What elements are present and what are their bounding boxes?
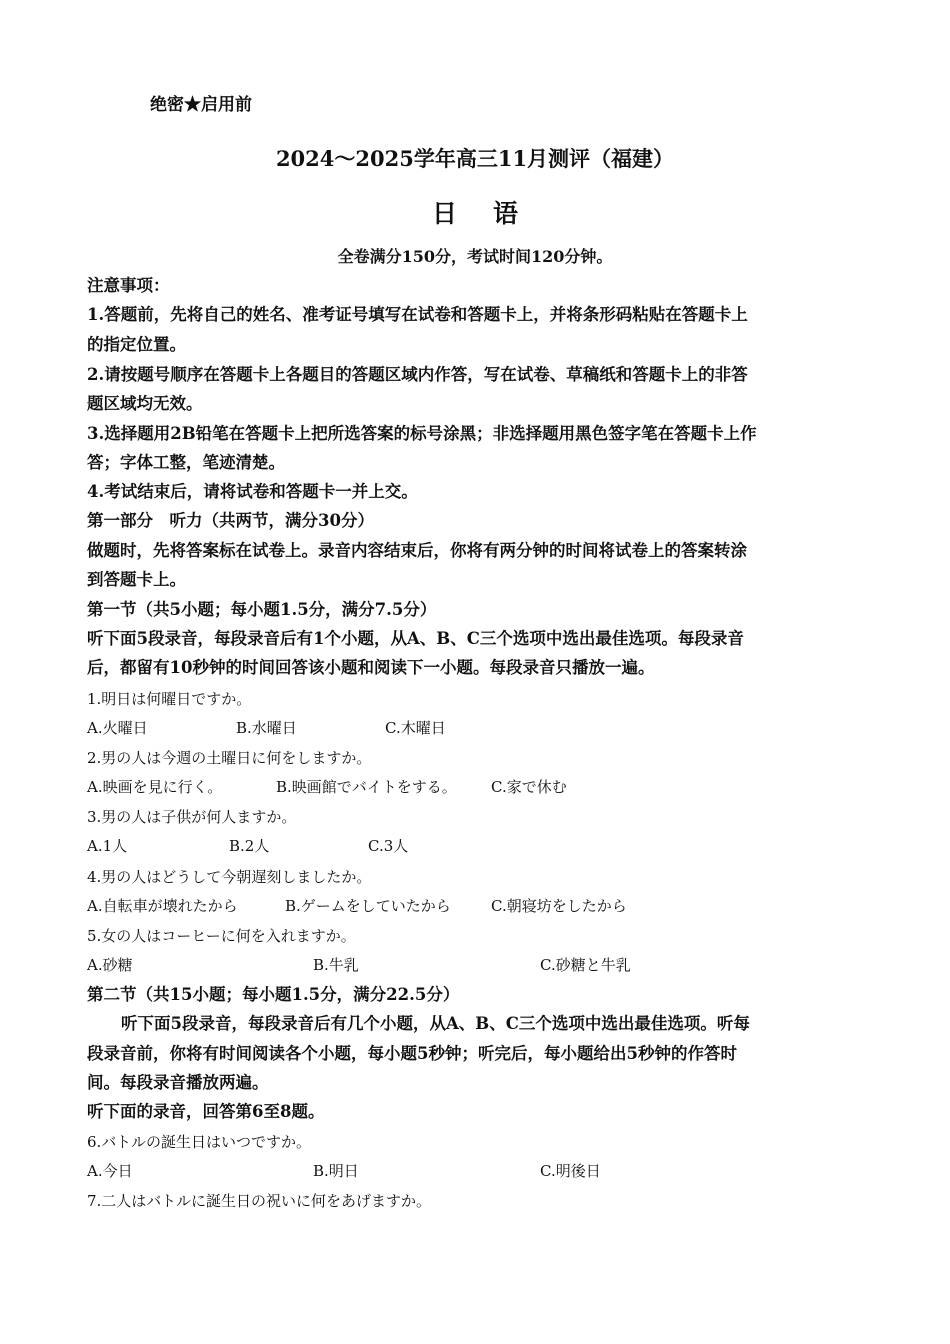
question-4-option-b: B.ゲームをしていたから — [285, 897, 451, 915]
question-6: 6.バトルの誕生日はいつですか。 — [87, 1133, 312, 1151]
question-2-option-c: C.家で休む — [491, 778, 567, 796]
question-2-option-b: B.映画館でバイトをする。 — [276, 778, 457, 796]
section2-intro-line: 段录音前，你将有时间阅读各个小题，每小题5秒钟；听完后，每小题给出5秒钟的作答时 — [87, 1044, 737, 1063]
full-mark-note: 全卷满分150分，考试时间120分钟。 — [337, 247, 613, 266]
question-1-option-b: B.水曜日 — [236, 719, 297, 737]
question-2-option-a: A.映画を見に行く。 — [87, 778, 223, 796]
question-2: 2.男の人は今週の土曜日に何をしますか。 — [87, 749, 372, 767]
section1-heading: 第一节（共5小题；每小题1.5分，满分7.5分） — [87, 600, 437, 619]
question-4: 4.男の人はどうして今朝遅刻しましたか。 — [87, 868, 372, 886]
question-6-option-c: C.明後日 — [540, 1162, 601, 1180]
notes-line: 答；字体工整，笔迹清楚。 — [87, 453, 285, 472]
question-5-option-c: C.砂糖と牛乳 — [540, 956, 631, 974]
section2-intro-line: 间。每段录音播放两遍。 — [87, 1073, 269, 1092]
part1-intro-line: 做题时，先将答案标在试卷上。录音内容结束后，你将有两分钟的时间将试卷上的答案转涂 — [87, 541, 747, 560]
notes-line: 2.请按题号顺序在答题卡上各题目的答题区域内作答，写在试卷、草稿纸和答题卡上的非答 — [87, 365, 748, 384]
question-6-option-b: B.明日 — [313, 1162, 359, 1180]
notes-line: 题区域均无效。 — [87, 394, 203, 413]
question-1-option-c: C.木曜日 — [385, 719, 446, 737]
notes-line: 的指定位置。 — [87, 335, 186, 354]
question-5-option-b: B.牛乳 — [313, 956, 359, 974]
question-3-option-a: A.1人 — [87, 837, 128, 855]
section2-intro-line: 听下面5段录音，每段录音后有几个小题，从A、B、C三个选项中选出最佳选项。听每 — [121, 1014, 750, 1033]
confidential-label: 绝密★启用前 — [150, 95, 252, 115]
question-5-option-a: A.砂糖 — [87, 956, 133, 974]
question-3-option-c: C.3人 — [368, 837, 409, 855]
question-6-option-a: A.今日 — [87, 1162, 133, 1180]
part1-heading: 第一部分 听力（共两节，满分30分） — [87, 511, 374, 530]
section2-sub-heading: 听下面的录音，回答第6至8题。 — [87, 1102, 325, 1121]
section1-intro-line: 后，都留有10秒钟的时间回答该小题和阅读下一小题。每段录音只播放一遍。 — [87, 658, 655, 677]
question-5: 5.女の人はコーヒーに何を入れますか。 — [87, 927, 356, 945]
question-3-option-b: B.2人 — [229, 837, 270, 855]
subject-title: 日语 — [431, 199, 554, 228]
question-1-option-a: A.火曜日 — [87, 719, 148, 737]
part1-intro-line: 到答题卡上。 — [87, 570, 186, 589]
section1-intro-line: 听下面5段录音，每段录音后有1个小题，从A、B、C三个选项中选出最佳选项。每段录音 — [87, 629, 744, 648]
notes-line: 3.选择题用2B铅笔在答题卡上把所选答案的标号涂黑；非选择题用黑色签字笔在答题卡上作 — [87, 424, 757, 443]
section2-heading: 第二节（共15小题；每小题1.5分，满分22.5分） — [87, 985, 460, 1004]
question-4-option-a: A.自転車が壊れたから — [87, 897, 238, 915]
question-7: 7.二人はバトルに誕生日の祝いに何をあげますか。 — [87, 1192, 432, 1210]
question-3: 3.男の人は子供が何人ますか。 — [87, 808, 297, 826]
notes-heading: 注意事项： — [87, 276, 170, 295]
exam-title: 2024～2025学年高三11月测评（福建） — [275, 146, 675, 171]
question-4-option-c: C.朝寝坊をしたから — [491, 897, 627, 915]
notes-line: 4.考试结束后，请将试卷和答题卡一并上交。 — [87, 482, 418, 501]
question-1: 1.明日は何曜日ですか。 — [87, 690, 252, 708]
notes-line: 1.答题前，先将自己的姓名、准考证号填写在试卷和答题卡上，并将条形码粘贴在答题卡上 — [87, 305, 748, 324]
